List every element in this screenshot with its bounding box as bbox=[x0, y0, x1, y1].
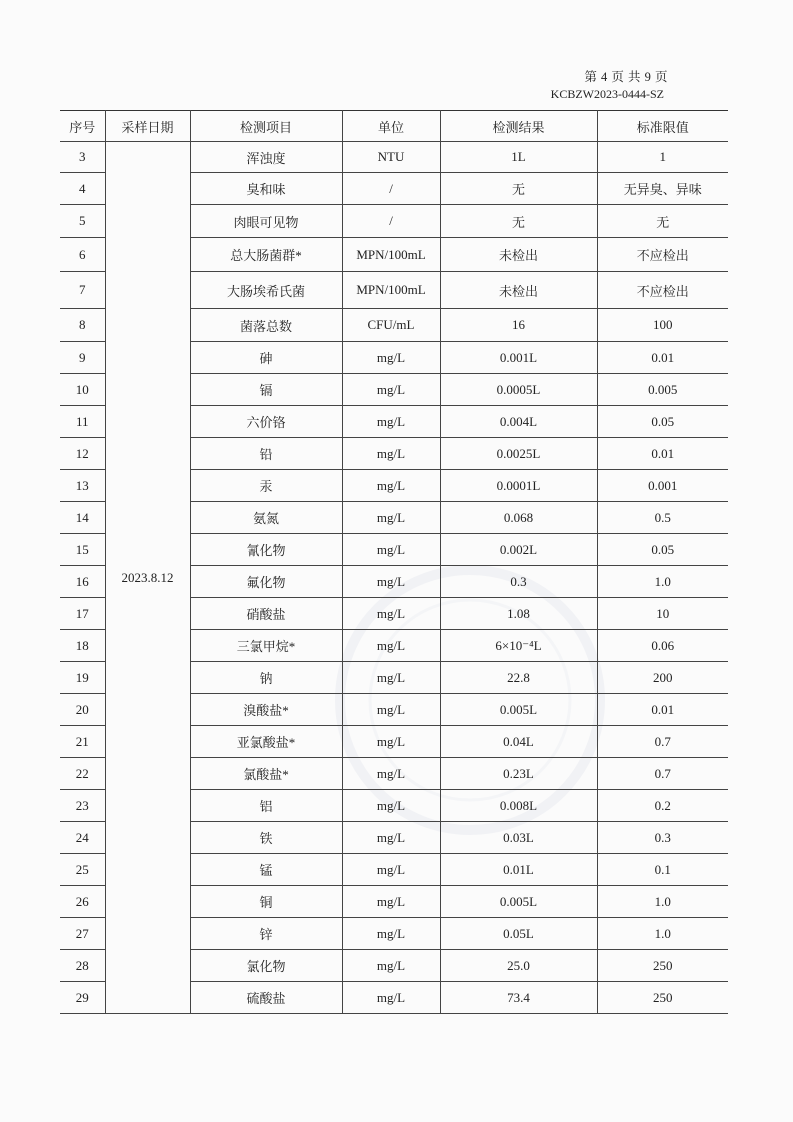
cell-result: 6×10⁻⁴L bbox=[440, 630, 597, 662]
cell-unit: / bbox=[342, 205, 440, 238]
cell-limit: 0.2 bbox=[597, 790, 728, 822]
cell-test-item: 浑浊度 bbox=[190, 142, 342, 173]
cell-unit: mg/L bbox=[342, 694, 440, 726]
cell-test-item: 氯化物 bbox=[190, 950, 342, 982]
header-limit: 标准限值 bbox=[597, 111, 728, 142]
cell-limit: 0.06 bbox=[597, 630, 728, 662]
cell-unit: mg/L bbox=[342, 950, 440, 982]
cell-limit: 不应检出 bbox=[597, 238, 728, 272]
cell-result: 0.005L bbox=[440, 886, 597, 918]
cell-unit: CFU/mL bbox=[342, 309, 440, 342]
cell-unit: mg/L bbox=[342, 374, 440, 406]
cell-limit: 0.01 bbox=[597, 438, 728, 470]
cell-unit: mg/L bbox=[342, 598, 440, 630]
cell-test-item: 汞 bbox=[190, 470, 342, 502]
header-seq: 序号 bbox=[60, 111, 105, 142]
cell-unit: mg/L bbox=[342, 406, 440, 438]
cell-seq: 28 bbox=[60, 950, 105, 982]
cell-seq: 15 bbox=[60, 534, 105, 566]
cell-test-item: 锰 bbox=[190, 854, 342, 886]
cell-test-item: 硝酸盐 bbox=[190, 598, 342, 630]
cell-limit: 0.001 bbox=[597, 470, 728, 502]
cell-test-item: 菌落总数 bbox=[190, 309, 342, 342]
header-sampling-date: 采样日期 bbox=[105, 111, 190, 142]
cell-unit: MPN/100mL bbox=[342, 238, 440, 272]
cell-limit: 1 bbox=[597, 142, 728, 173]
cell-limit: 无 bbox=[597, 205, 728, 238]
cell-limit: 0.7 bbox=[597, 726, 728, 758]
cell-limit: 250 bbox=[597, 950, 728, 982]
cell-limit: 100 bbox=[597, 309, 728, 342]
cell-result: 0.0025L bbox=[440, 438, 597, 470]
cell-result: 73.4 bbox=[440, 982, 597, 1014]
cell-result: 0.008L bbox=[440, 790, 597, 822]
cell-seq: 16 bbox=[60, 566, 105, 598]
cell-test-item: 铁 bbox=[190, 822, 342, 854]
cell-sampling-date: 2023.8.12 bbox=[105, 142, 190, 1014]
cell-seq: 5 bbox=[60, 205, 105, 238]
cell-seq: 7 bbox=[60, 272, 105, 309]
cell-result: 1L bbox=[440, 142, 597, 173]
cell-result: 0.03L bbox=[440, 822, 597, 854]
cell-test-item: 锌 bbox=[190, 918, 342, 950]
cell-seq: 9 bbox=[60, 342, 105, 374]
cell-test-item: 铅 bbox=[190, 438, 342, 470]
cell-limit: 0.05 bbox=[597, 406, 728, 438]
cell-unit: / bbox=[342, 173, 440, 205]
cell-seq: 29 bbox=[60, 982, 105, 1014]
cell-result: 0.04L bbox=[440, 726, 597, 758]
cell-unit: mg/L bbox=[342, 918, 440, 950]
cell-seq: 4 bbox=[60, 173, 105, 205]
cell-result: 0.005L bbox=[440, 694, 597, 726]
cell-test-item: 镉 bbox=[190, 374, 342, 406]
cell-unit: mg/L bbox=[342, 886, 440, 918]
cell-unit: mg/L bbox=[342, 662, 440, 694]
cell-result: 0.001L bbox=[440, 342, 597, 374]
cell-limit: 0.01 bbox=[597, 342, 728, 374]
cell-test-item: 大肠埃希氏菌 bbox=[190, 272, 342, 309]
cell-unit: mg/L bbox=[342, 534, 440, 566]
cell-limit: 1.0 bbox=[597, 918, 728, 950]
cell-test-item: 砷 bbox=[190, 342, 342, 374]
cell-result: 0.004L bbox=[440, 406, 597, 438]
cell-test-item: 氯酸盐* bbox=[190, 758, 342, 790]
cell-test-item: 亚氯酸盐* bbox=[190, 726, 342, 758]
cell-test-item: 肉眼可见物 bbox=[190, 205, 342, 238]
cell-unit: mg/L bbox=[342, 854, 440, 886]
cell-seq: 20 bbox=[60, 694, 105, 726]
cell-seq: 3 bbox=[60, 142, 105, 173]
cell-unit: mg/L bbox=[342, 982, 440, 1014]
cell-test-item: 铜 bbox=[190, 886, 342, 918]
cell-seq: 13 bbox=[60, 470, 105, 502]
cell-unit: mg/L bbox=[342, 822, 440, 854]
cell-test-item: 氰化物 bbox=[190, 534, 342, 566]
cell-unit: mg/L bbox=[342, 790, 440, 822]
cell-result: 25.0 bbox=[440, 950, 597, 982]
cell-unit: mg/L bbox=[342, 470, 440, 502]
header-result: 检测结果 bbox=[440, 111, 597, 142]
cell-limit: 1.0 bbox=[597, 566, 728, 598]
cell-seq: 21 bbox=[60, 726, 105, 758]
cell-seq: 18 bbox=[60, 630, 105, 662]
cell-seq: 26 bbox=[60, 886, 105, 918]
table-header-row bbox=[60, 111, 728, 142]
cell-result: 无 bbox=[440, 173, 597, 205]
cell-test-item: 溴酸盐* bbox=[190, 694, 342, 726]
cell-limit: 10 bbox=[597, 598, 728, 630]
cell-result: 未检出 bbox=[440, 272, 597, 309]
cell-limit: 200 bbox=[597, 662, 728, 694]
cell-unit: mg/L bbox=[342, 342, 440, 374]
cell-result: 16 bbox=[440, 309, 597, 342]
cell-test-item: 三氯甲烷* bbox=[190, 630, 342, 662]
cell-result: 0.23L bbox=[440, 758, 597, 790]
cell-limit: 不应检出 bbox=[597, 272, 728, 309]
cell-unit: MPN/100mL bbox=[342, 272, 440, 309]
cell-seq: 17 bbox=[60, 598, 105, 630]
cell-result: 0.01L bbox=[440, 854, 597, 886]
header-unit: 单位 bbox=[342, 111, 440, 142]
table-body bbox=[60, 142, 728, 1014]
header-test-item: 检测项目 bbox=[190, 111, 342, 142]
cell-test-item: 铝 bbox=[190, 790, 342, 822]
cell-seq: 14 bbox=[60, 502, 105, 534]
cell-seq: 22 bbox=[60, 758, 105, 790]
cell-result: 0.3 bbox=[440, 566, 597, 598]
cell-limit: 1.0 bbox=[597, 886, 728, 918]
cell-result: 无 bbox=[440, 205, 597, 238]
cell-test-item: 氟化物 bbox=[190, 566, 342, 598]
cell-limit: 0.005 bbox=[597, 374, 728, 406]
cell-seq: 19 bbox=[60, 662, 105, 694]
cell-seq: 8 bbox=[60, 309, 105, 342]
cell-limit: 0.01 bbox=[597, 694, 728, 726]
cell-result: 1.08 bbox=[440, 598, 597, 630]
cell-limit: 250 bbox=[597, 982, 728, 1014]
cell-seq: 10 bbox=[60, 374, 105, 406]
cell-test-item: 硫酸盐 bbox=[190, 982, 342, 1014]
cell-limit: 0.3 bbox=[597, 822, 728, 854]
cell-result: 0.002L bbox=[440, 534, 597, 566]
cell-result: 22.8 bbox=[440, 662, 597, 694]
cell-result: 未检出 bbox=[440, 238, 597, 272]
cell-limit: 0.5 bbox=[597, 502, 728, 534]
cell-test-item: 氨氮 bbox=[190, 502, 342, 534]
cell-test-item: 钠 bbox=[190, 662, 342, 694]
cell-unit: mg/L bbox=[342, 502, 440, 534]
report-code: KCBZW2023-0444-SZ bbox=[550, 87, 664, 101]
cell-result: 0.068 bbox=[440, 502, 597, 534]
cell-result: 0.0001L bbox=[440, 470, 597, 502]
cell-limit: 0.05 bbox=[597, 534, 728, 566]
cell-unit: mg/L bbox=[342, 758, 440, 790]
cell-seq: 27 bbox=[60, 918, 105, 950]
page-number: 第 4 页 共 9 页 bbox=[584, 70, 668, 84]
test-results-table bbox=[60, 110, 728, 1014]
cell-seq: 6 bbox=[60, 238, 105, 272]
cell-unit: mg/L bbox=[342, 438, 440, 470]
cell-limit: 0.7 bbox=[597, 758, 728, 790]
table-row bbox=[60, 142, 728, 173]
cell-test-item: 六价铬 bbox=[190, 406, 342, 438]
cell-limit: 0.1 bbox=[597, 854, 728, 886]
cell-seq: 23 bbox=[60, 790, 105, 822]
cell-unit: mg/L bbox=[342, 630, 440, 662]
cell-unit: NTU bbox=[342, 142, 440, 173]
cell-unit: mg/L bbox=[342, 726, 440, 758]
cell-result: 0.0005L bbox=[440, 374, 597, 406]
cell-seq: 25 bbox=[60, 854, 105, 886]
cell-result: 0.05L bbox=[440, 918, 597, 950]
cell-limit: 无异臭、异味 bbox=[597, 173, 728, 205]
cell-seq: 12 bbox=[60, 438, 105, 470]
cell-seq: 11 bbox=[60, 406, 105, 438]
cell-test-item: 总大肠菌群* bbox=[190, 238, 342, 272]
cell-seq: 24 bbox=[60, 822, 105, 854]
cell-unit: mg/L bbox=[342, 566, 440, 598]
cell-test-item: 臭和味 bbox=[190, 173, 342, 205]
